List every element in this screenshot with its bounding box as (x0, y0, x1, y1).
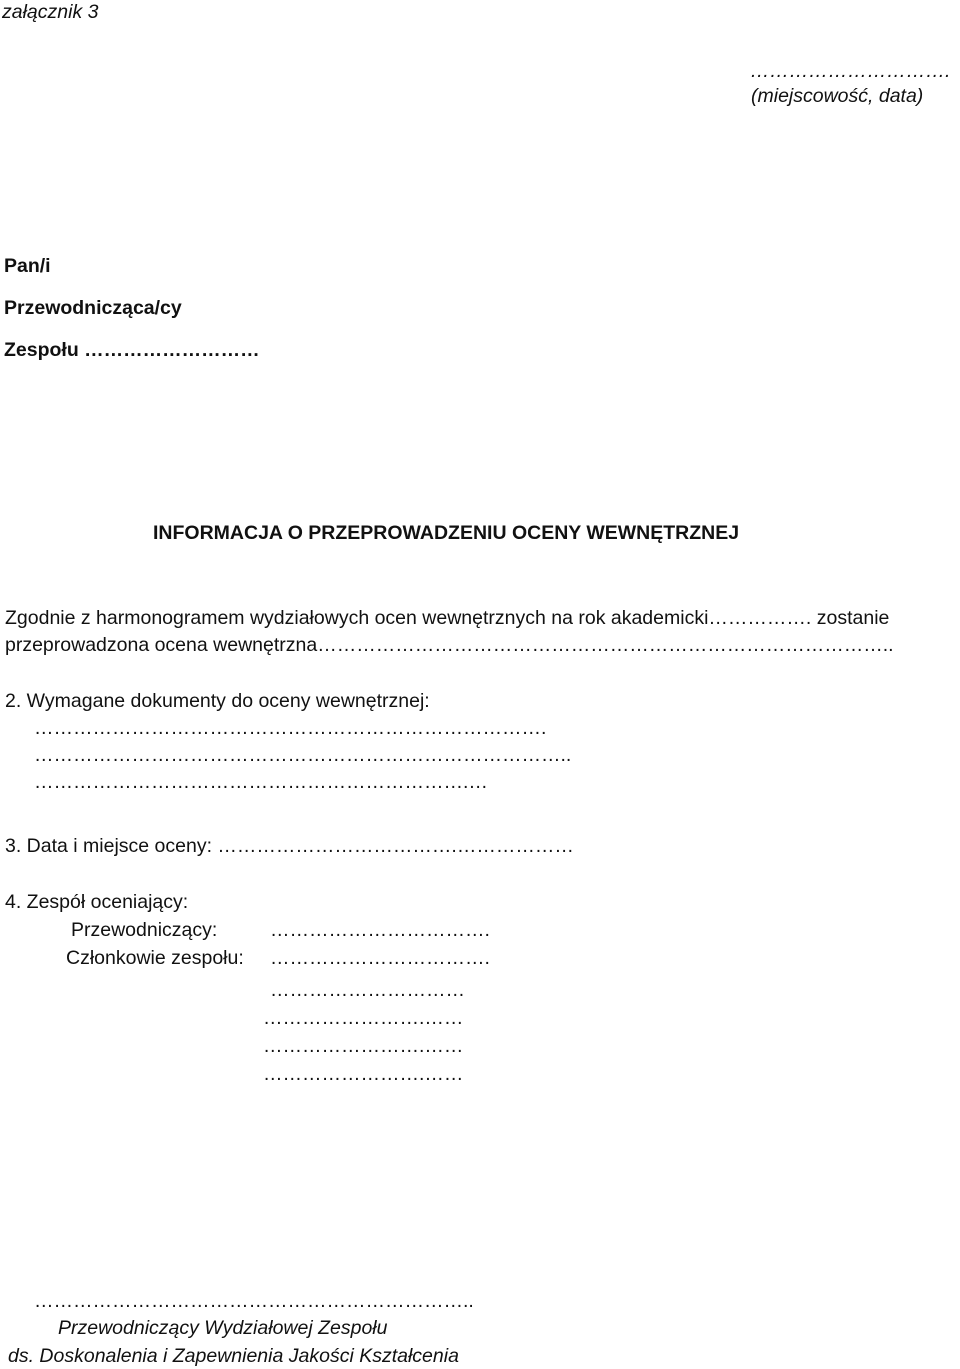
recipient-line-1: Pan/i (4, 255, 51, 277)
member-dots-2: ………………………… (270, 979, 465, 1001)
section-2-heading: 2. Wymagane dokumenty do oceny wewnętrznej: (5, 690, 430, 712)
signature-line-1: Przewodniczący Wydziałowej Zespołu (58, 1317, 388, 1339)
signature-dots: ………………………………………………………….. (34, 1290, 474, 1312)
section-4-heading: 4. Zespół oceniający: (5, 891, 189, 913)
section-2-dots-1: ……………………………………………………………………. (34, 717, 547, 739)
recipient-line-2: Przewodnicząca/cy (4, 297, 182, 319)
section-2-dots-3: ………………………………………………………….… (34, 771, 488, 793)
chair-label: Przewodniczący: (71, 919, 218, 941)
intro-line-2: przeprowadzona ocena wewnętrzna…………………………………………………………………………….. (5, 634, 894, 656)
member-dots-3: …………………….…… (263, 1007, 464, 1029)
section-3-heading: 3. Data i miejsce oceny: ……………………………….……………… (5, 835, 574, 857)
document-title: INFORMACJA O PRZEPROWADZENIU OCENY WEWNĘTRZNEJ (153, 522, 740, 544)
section-2-dots-2: ……………………………………………………………………….. (34, 744, 572, 766)
recipient-line-3: Zespołu ……………………… (4, 339, 260, 361)
place-date-dots: …………………………. (750, 60, 951, 82)
member-dots-5: …………………….…… (263, 1063, 464, 1085)
chair-dots: ……………………………. (270, 919, 490, 941)
member-dots-1: ……………………………. (270, 947, 490, 969)
attachment-label: załącznik 3 (2, 1, 99, 23)
place-date-label: (miejscowość, data) (751, 85, 924, 107)
signature-line-2: ds. Doskonalenia i Zapewnienia Jakości Kształcenia (8, 1345, 459, 1367)
members-label: Członkowie zespołu: (66, 947, 244, 969)
member-dots-4: …………………….…… (263, 1035, 464, 1057)
intro-line-1: Zgodnie z harmonogramem wydziałowych ocen wewnętrznych na rok akademicki……………. zostanie (5, 607, 890, 629)
